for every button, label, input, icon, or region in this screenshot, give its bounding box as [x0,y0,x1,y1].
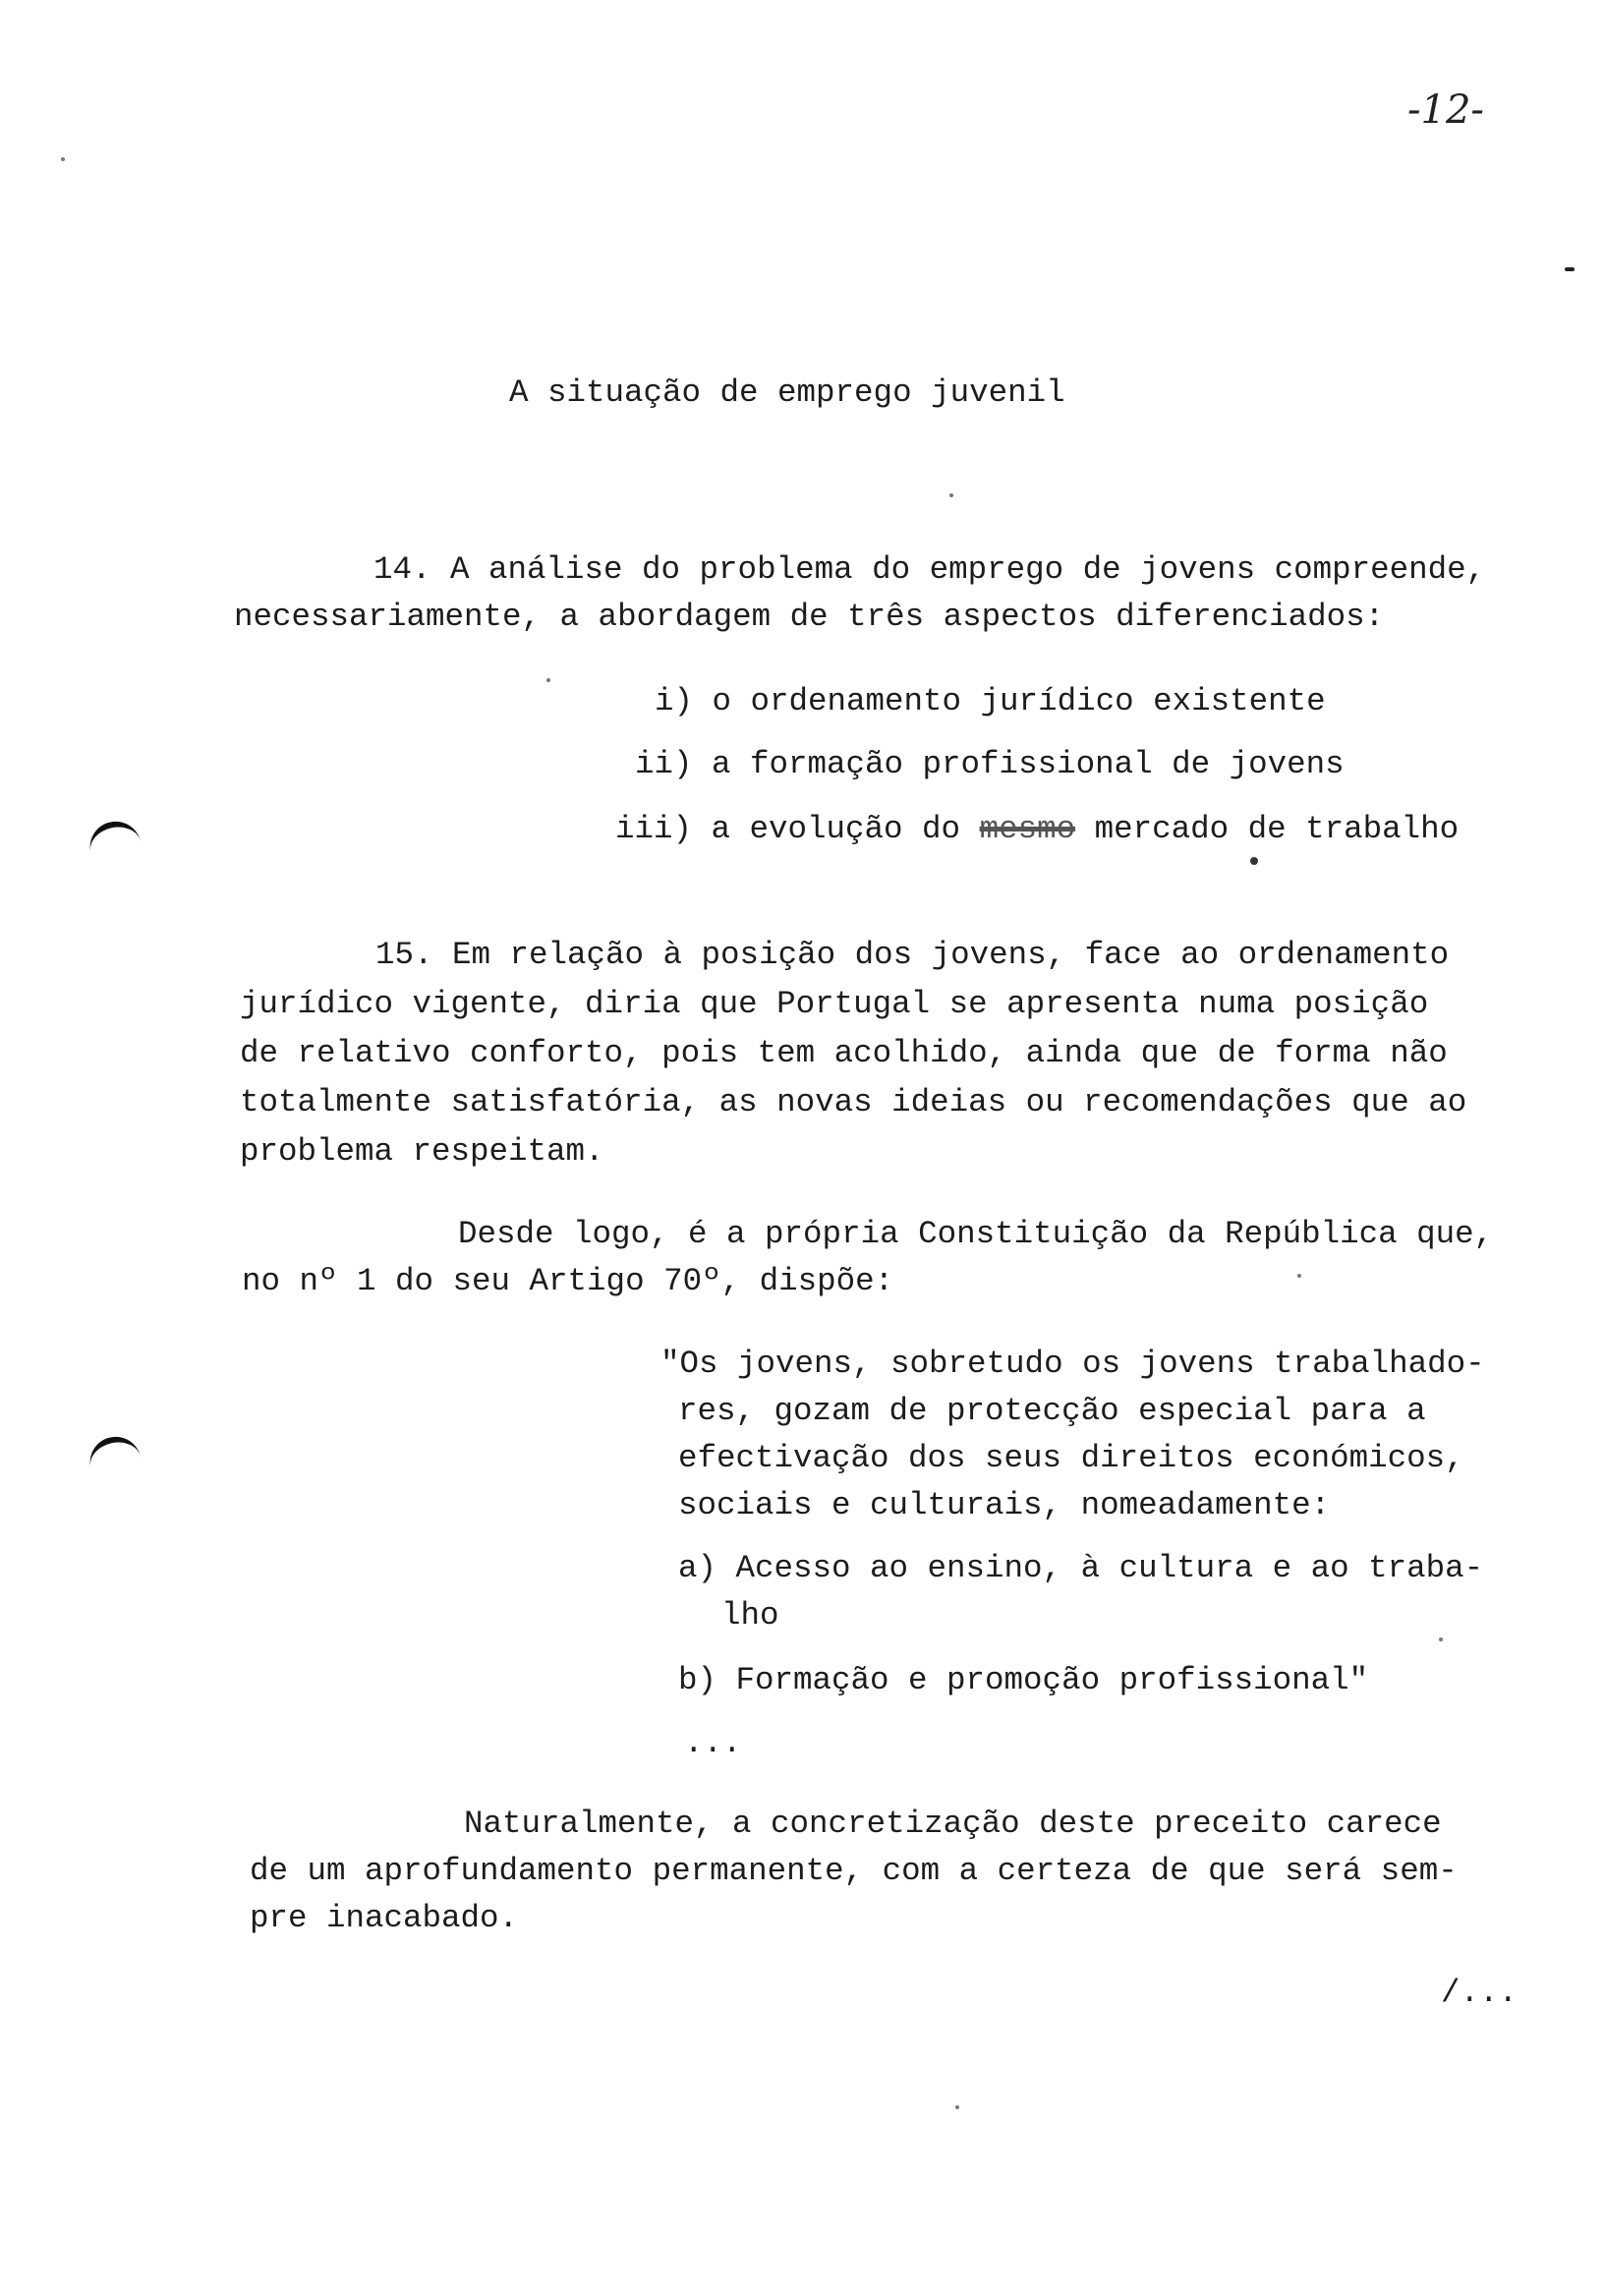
scan-speck [1297,1274,1301,1278]
paragraph-15-line-2: jurídico vigente, diria que Portugal se apresenta numa posição [240,986,1429,1022]
quote-line-3: efectivação dos seus direitos económicos, [678,1440,1464,1476]
quote-line-4: sociais e culturais, nomeadamente: [678,1487,1331,1523]
list-item-i: i) o ordenamento jurídico existente [655,683,1326,719]
scan-speck [61,157,65,161]
paragraph-final-line-3: pre inacabado. [250,1900,519,1936]
paragraph-14-line-2: necessariamente, a abordagem de três aspectos diferenciados: [234,599,1385,635]
scan-speck [1439,1637,1443,1641]
section-heading: A situação de emprego juvenil [509,374,1065,411]
paragraph-final-line-1: Naturalmente, a concretização deste preceito carece [464,1806,1442,1842]
paragraph-final-line-2: de um aprofundamento permanente, com a certeza de que será sem- [250,1853,1458,1889]
quote-item-a-line-2: lho [721,1597,779,1634]
paragraph-15-line-1: 15. Em relação à posição dos jovens, face ao ordenamento [375,937,1450,973]
scan-speck [955,2105,959,2109]
quote-line-1: "Os jovens, sobretudo os jovens trabalhado- [660,1346,1485,1382]
quote-ellipsis: ... [684,1725,742,1761]
paragraph-14-line-1: 14. A análise do problema do emprego de jovens compreende, [373,551,1486,588]
page-number: -12- [1407,87,1484,133]
paragraph-constitution-line-1: Desde logo, é a própria Constituição da República que, [458,1216,1494,1252]
struck-word: mesmo [979,811,1076,847]
scan-speck [1565,267,1575,271]
scan-speck [546,678,550,682]
paragraph-15-line-3: de relativo conforto, pois tem acolhido, ainda que de forma não [240,1035,1448,1071]
quote-line-2: res, gozam de protecção especial para a [678,1393,1426,1429]
scan-speck [1250,857,1258,865]
list-item-iii-prefix: iii) a evolução do [615,811,980,847]
paragraph-15-line-4: totalmente satisfatória, as novas ideias ou recomendações que ao [240,1084,1467,1120]
list-item-iii [615,806,1459,853]
scan-speck [949,493,953,497]
quote-item-a-line-1: a) Acesso ao ensino, à cultura e ao traba- [678,1550,1484,1586]
list-item-iii-suffix: mercado de trabalho [1075,811,1460,847]
paragraph-constitution-line-2: no nº 1 do seu Artigo 70º, dispõe: [242,1263,894,1299]
paragraph-15-line-5: problema respeitam. [240,1133,604,1170]
continuation-mark: /... [1441,1975,1518,2011]
quote-item-b: b) Formação e promoção profissional" [678,1662,1369,1698]
list-item-ii: ii) a formação profissional de jovens [635,746,1345,782]
binder-hole-mark-top [86,817,143,862]
binder-hole-mark-bottom [86,1432,143,1477]
